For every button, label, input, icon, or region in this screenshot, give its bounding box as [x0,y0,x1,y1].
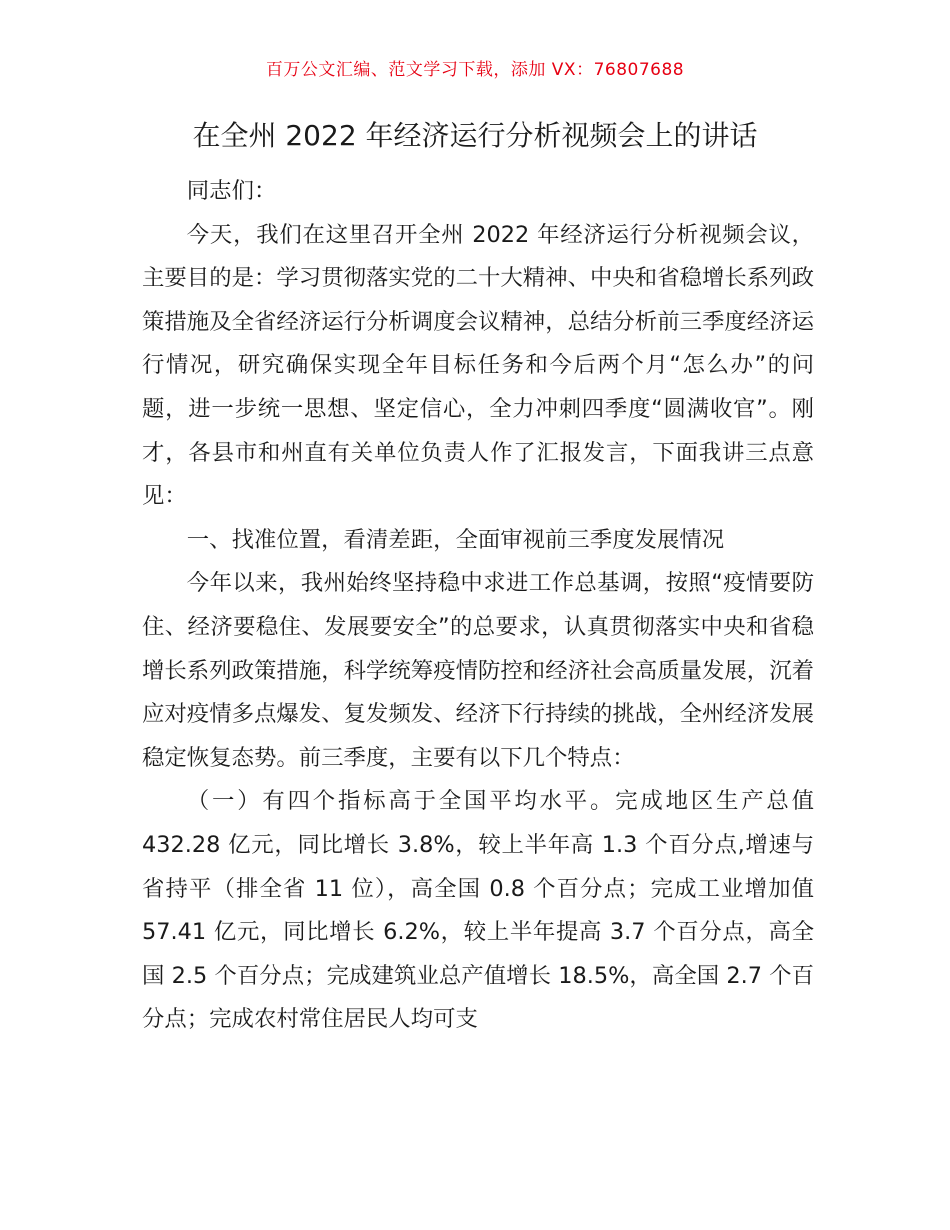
intro-paragraph: 今天，我们在这里召开全州 2022 年经济运行分析视频会议，主要目的是：学习贯彻落实党的二十大精神、中央和省稳增长系列政策措施及全省经济运行分析调度会议精神，总结分析前三季度经济运行情况，研究确保实现全年目标任务和今后两个月“怎么办”的问题，进一步统一思想、坚定信心，全力冲刺四季度“圆满收官”。刚才，各县市和州直有关单位负责人作了汇报发言，下面我讲三点意见： [142,221,814,510]
salutation-paragraph: 同志们： [186,178,277,204]
indicators-paragraph: （一）有四个指标高于全国平均水平。完成地区生产总值 432.28 亿元，同比增长 3.8%，较上半年高 1.3 个百分点,增速与省持平（排全省 11 位），高全国 0.8 个百分点；完成工业增加值 57.41 亿元，同比增长 6.2%，较上半年提高 3.7 个百分点，高全国 2.5 个百分点；完成建筑业总产值增长 18.5%，高全国 2.7 个百分点；完成农村常住居民人均可支 [142,788,814,1033]
watermark-header: 百万公文汇编、范文学习下载，添加 VX：76807688 [265,60,685,80]
document-title: 在全州 2022 年经济运行分析视频会上的讲话 [192,119,758,152]
document-body [142,170,814,1042]
section-heading: 一、找准位置，看清差距，全面审视前三季度发展情况 [186,526,725,553]
overview-paragraph: 今年以来，我州始终坚持稳中求进工作总基调，按照“疫情要防住、经济要稳住、发展要安全”的总要求，认真贯彻落实中央和省稳增长系列政策措施，科学统筹疫情防控和经济社会高质量发展，沉着应对疫情多点爆发、复发频发、经济下行持续的挑战，全州经济发展稳定恢复态势。前三季度，主要有以下几个特点： [142,570,814,771]
